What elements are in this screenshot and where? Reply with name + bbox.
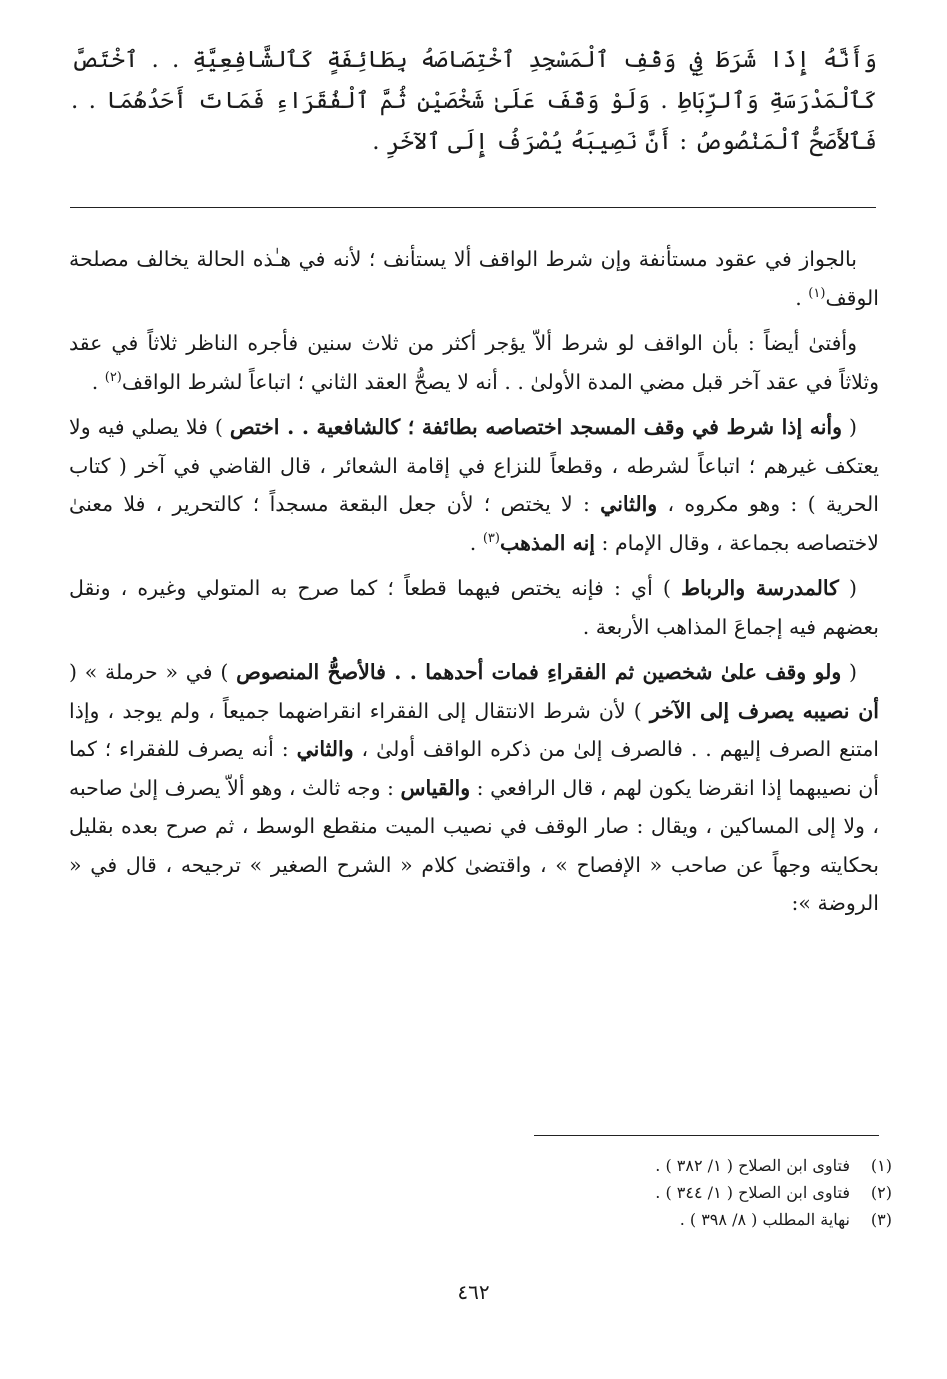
commentary-paragraph-3 — [69, 408, 879, 562]
paragraph-text: : لا يختص ؛ لأن جعل البقعة مسجداً ؛ كالتحرير ، فلا معنىٰ لاختصاصه بجماعة ، وقال الإمام : — [69, 492, 879, 555]
footnote-number: (١) — [870, 1156, 892, 1175]
keyword-second-view: والثاني — [296, 737, 354, 761]
footnote-text: فتاوى ابن الصلاح ( ١/ ٣٤٤ ) . — [655, 1183, 850, 1202]
open-paren: ( — [841, 660, 858, 684]
keyword-madhhab: إنه المذهب — [499, 530, 595, 555]
paragraph-text: وأفتىٰ أيضاً : بأن الواقف لو شرط ألاّ يؤجر أكثر من ثلاث سنين فأجره الناظر ثلاثاً في عقد وثلاثاً في عقد آخر قبل مضي المدة الأولىٰ . . أنه لا يصحُّ العقد الثاني ؛ اتباعاً لشرط الواقف — [69, 331, 879, 394]
keyword-qiyas: والقياس — [400, 775, 471, 800]
keyword-second-view: والثاني — [600, 492, 658, 516]
commentary-paragraph-5 — [69, 653, 879, 923]
paragraph-text: : أنه يصرف للفقراء ؛ كما أن نصيبهما إذا انقرضا يكون لهم ، قال الرافعي : — [69, 737, 879, 800]
paragraph-tail: . — [469, 530, 483, 555]
quoted-matn: ولو وقف علىٰ شخصين ثم الفقراءِ فمات أحدهما . . فالأصحُّ المنصوص — [236, 660, 842, 684]
footnote-item — [192, 1152, 892, 1179]
open-paren: ( — [838, 576, 857, 600]
commentary-paragraph-4 — [69, 569, 879, 646]
paragraph-text: ) فلا يصلي فيه ولا يعتكف غيرهم ؛ اتباعاً لشرطه ، وقطعاً للنزاع في إقامة الشعائر ، قال القاضي في آخر ( كتاب الحرية ) : وهو مكروه ، — [69, 415, 879, 516]
paragraph-text: ) لأن شرط الانتقال إلى الفقراء انقراضهما جميعاً ، ولم يوجد ، وإذا امتنع الصرف إليهم . . فالصرف إلىٰ من ذكره الواقف أولىٰ ، — [69, 698, 879, 761]
paragraph-text: بالجواز في عقود مستأنفة وإن شرط الواقف ألا يستأنف ؛ لأنه في هـٰذه الحالة يخالف مصلحة الوقف — [69, 247, 879, 310]
footnote-ref-2[interactable]: (٢) — [104, 369, 122, 385]
footnotes — [192, 1152, 892, 1233]
footnote-number: (٣) — [870, 1210, 892, 1229]
footnote-ref-1[interactable]: (١) — [808, 285, 826, 301]
footnote-item — [192, 1206, 892, 1233]
paragraph-text: ) أي : فإنه يختص فيهما قطعاً ؛ كما صرح به المتولي وغيره ، ونقل بعضهم فيه إجماعَ المذاهب الأربعة . — [69, 576, 879, 639]
commentary-paragraph-1 — [69, 240, 879, 317]
commentary-paragraph-2 — [69, 324, 879, 401]
matn-text: وَأَنَّهُ إِذَا شَرَطَ فِي وَقْفِ ٱلْمَسْجِدِ ٱخْتِصَاصَهُ بِطَائِفَةٍ كَٱلشَّافِعِيَّةِ . . ٱخْتَصَّ كَٱلْمَدْرَسَةِ وَٱلرِّبَاطِ . وَلَوْ وَقَفَ عَلَىٰ شَخْصَيْنِ ثُمَّ ٱلْفُقَرَاءِ فَمَاتَ أَحَدُهُمَا . . فَٱلأَصَحُّ ٱلْمَنْصُوصُ : أَنَّ نَصِيبَهُ يُصْرَفُ إِلَى ٱلآخَرِ . — [71, 47, 877, 155]
quoted-matn: وأنه إذا شرط في وقف المسجد اختصاصه بطائفة ؛ كالشافعية . . اختص — [229, 415, 843, 439]
quoted-matn: كالمدرسة والرباط — [681, 576, 839, 600]
paragraph-tail: . — [91, 369, 105, 394]
open-paren: ( — [842, 415, 858, 439]
footnote-number: (٢) — [870, 1183, 892, 1202]
commentary-body — [69, 240, 879, 930]
paragraph-text: ) في « حرملة » ( — [69, 660, 237, 684]
paragraph-text: : وجه ثالث ، وهو ألاّ يصرف إلىٰ صاحبه ، ولا إلى المساكين ، ويقال : صار الوقف في نصيب الميت منقطع الوسط ، ثم صرح بعده بقليل بحكايته وجهاً عن صاحب « الإفصاح » ، واقتضىٰ كلام « الشرح الصغير » ترجيحه ، قال في « الروضة »: — [69, 775, 879, 915]
matn-separator-rule — [70, 207, 876, 208]
footnote-item — [192, 1179, 892, 1206]
footnote-ref-3[interactable]: (٣) — [482, 530, 500, 546]
quoted-matn: أن نصيبه يصرف إلى الآخر — [649, 698, 880, 723]
page-number: ٤٦٢ — [457, 1280, 490, 1304]
footnote-separator-rule — [534, 1135, 879, 1136]
footnote-text: نهاية المطلب ( ٨/ ٣٩٨ ) . — [679, 1210, 850, 1229]
paragraph-tail: . — [795, 285, 809, 310]
footnote-text: فتاوى ابن الصلاح ( ١/ ٣٨٢ ) . — [655, 1156, 850, 1175]
